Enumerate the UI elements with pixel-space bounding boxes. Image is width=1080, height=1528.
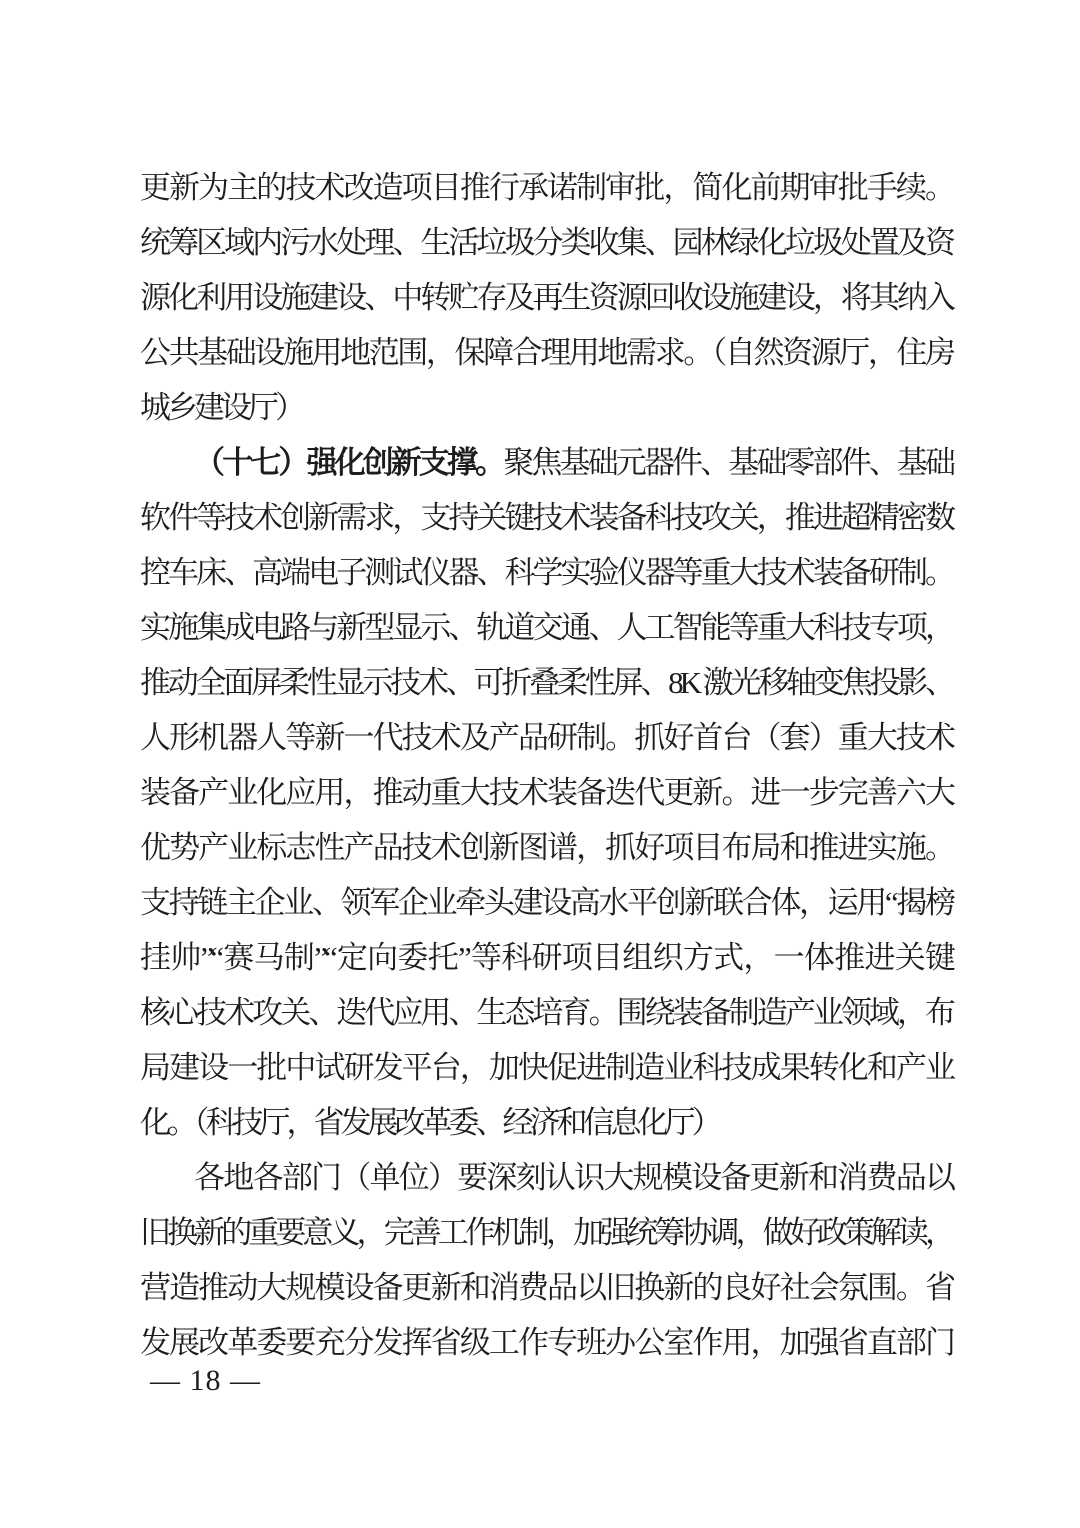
text-line: 支持链主企业、领军企业牵头建设高水平创新联合体，运用“揭榜: [140, 885, 952, 920]
text-line: 各地各部门（单位）要深刻认识大规模设备更新和消费品以: [194, 1160, 952, 1195]
text-line: 挂帅”“赛马制”“定向委托”等科研项目组织方式，一体推进关键: [140, 940, 952, 975]
text-line: 装备产业化应用，推动重大技术装备迭代更新。进一步完善六大: [140, 775, 952, 810]
section-17-heading: （十七）强化创新支撑。: [194, 445, 504, 480]
text-line: 旧换新的重要意义，完善工作机制，加强统筹协调，做好政策解读，: [140, 1215, 952, 1250]
text-line: 实施集成电路与新型显示、轨道交通、人工智能等重大科技专项，: [140, 610, 952, 645]
text-line: 营造推动大规模设备更新和消费品以旧换新的良好社会氛围。省: [140, 1270, 952, 1305]
section-17-heading-line: [140, 435, 952, 490]
text-line: 发展改革委要充分发挥省级工作专班办公室作用，加强省直部门: [140, 1325, 952, 1360]
text-line: 核心技术攻关、迭代应用、生态培育。围绕装备制造产业领域，布: [140, 995, 952, 1030]
text-line: 控车床、高端电子测试仪器、科学实验仪器等重大技术装备研制。: [140, 555, 952, 590]
text-line: 化。（科技厅，省发展改革委、经济和信息化厅）: [140, 1105, 719, 1140]
document-body: [140, 160, 952, 1370]
text-line: 推动全面屏柔性显示技术、可折叠柔性屏、8K 激光移轴变焦投影、: [140, 665, 952, 700]
section-17-body-start: 聚焦基础元器件、基础零部件、基础: [503, 445, 953, 480]
text-line: 统筹区域内污水处理、生活垃圾分类收集、园林绿化垃圾处置及资: [140, 225, 952, 260]
text-line: 城乡建设厅）: [140, 390, 302, 425]
text-line: 软件等技术创新需求，支持关键技术装备科技攻关，推进超精密数: [140, 500, 952, 535]
text-line: 优势产业标志性产品技术创新图谱，抓好项目布局和推进实施。: [140, 830, 952, 865]
text-line: 更新为主的技术改造项目推行承诺制审批，简化前期审批手续。: [140, 170, 952, 205]
text-line: 源化利用设施建设、中转贮存及再生资源回收设施建设，将其纳入: [140, 280, 952, 315]
text-line: 人形机器人等新一代技术及产品研制。抓好首台（套）重大技术: [140, 720, 952, 755]
text-line: 局建设一批中试研发平台，加快促进制造业科技成果转化和产业: [140, 1050, 952, 1085]
text-line: 公共基础设施用地范围，保障合理用地需求。（自然资源厅，住房: [140, 335, 952, 370]
page-number: — 18 —: [150, 1364, 261, 1397]
